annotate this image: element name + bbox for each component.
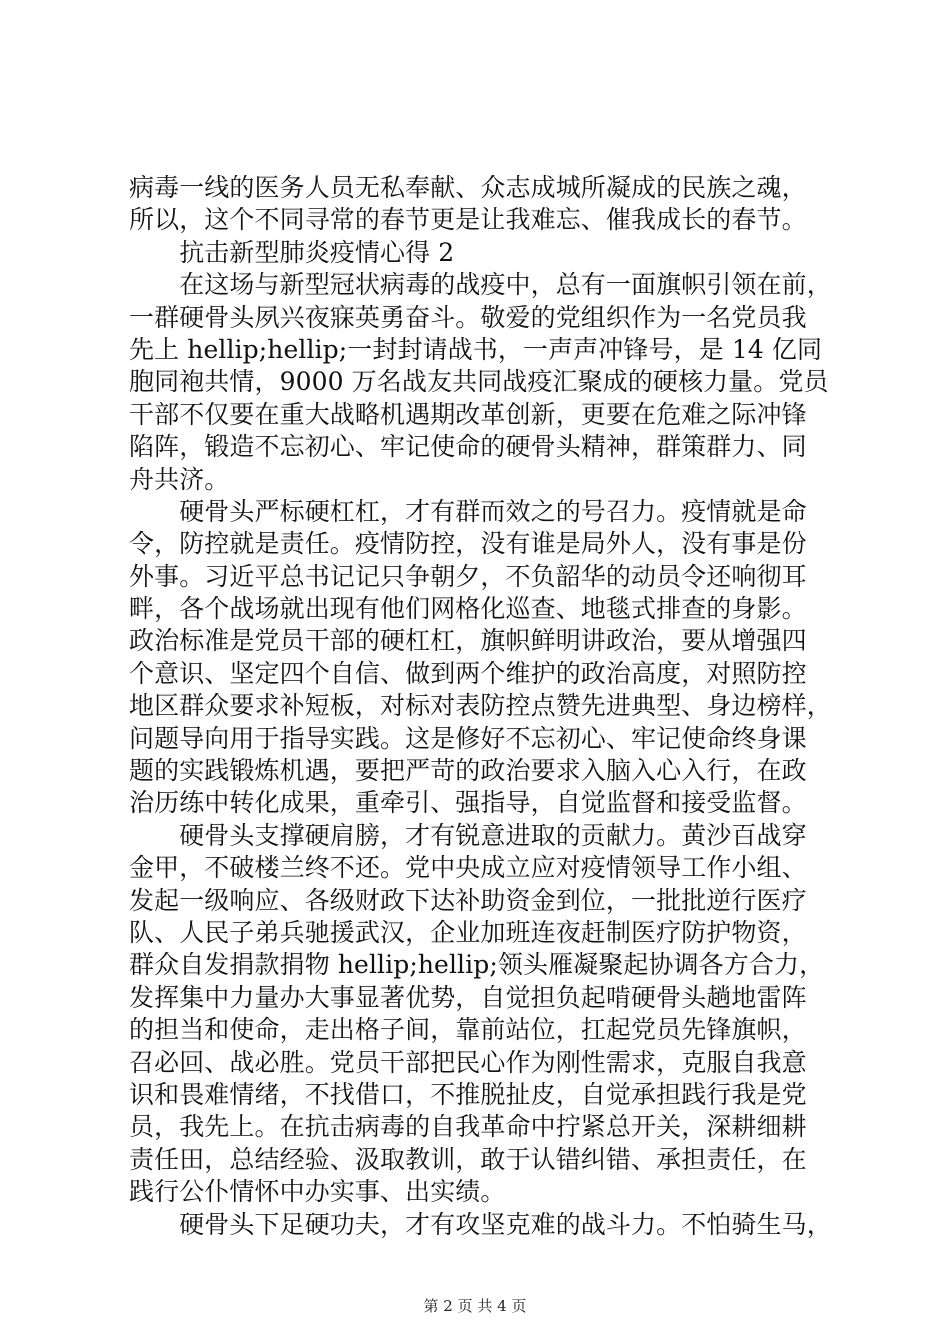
text-line: 发挥集中力量办大事显著优势，自觉担负起啃硬骨头趟地雷阵 [129, 982, 807, 1012]
text-line: 金甲，不破楼兰终不还。党中央成立应对疫情领导工作小组、 [129, 853, 807, 883]
text-line: 问题导向用于指导实践。这是修好不忘初心、牢记使命终身课 [129, 723, 807, 753]
text-line: 践行公仆情怀中办实事、出实绩。 [129, 1177, 506, 1207]
text-line: 队、人民子弟兵驰援武汉，企业加班连夜赶制医疗防护物资， [129, 917, 807, 947]
document-body [129, 172, 849, 1241]
text-line: 责任田，总结经验、汲取教训，敢于认错纠错、承担责任，在 [129, 1144, 807, 1174]
text-line: 硬骨头下足硬功夫，才有攻坚克难的战斗力。不怕骑生马， [129, 1209, 832, 1239]
text-line: 发起一级响应、各级财政下达补助资金到位，一批批逆行医疗 [129, 885, 807, 915]
text-line: 召必回、战必胜。党员干部把民心作为刚性需求，克服自我意 [129, 1047, 807, 1077]
text-line: 员，我先上。在抗击病毒的自我革命中拧紧总开关，深耕细耕 [129, 1112, 807, 1142]
text-line: 识和畏难情绪，不找借口，不推脱扯皮，自觉承担践行我是党 [129, 1079, 807, 1109]
text-line: 硬骨头严标硬杠杠，才有群而效之的号召力。疫情就是命 [129, 496, 807, 526]
text-line: 病毒一线的医务人员无私奉献、众志成城所凝成的民族之魂， [129, 173, 807, 202]
text-line: 个意识、坚定四个自信、做到两个维护的政治高度，对照防控 [129, 658, 807, 688]
text-line: 抗击新型肺炎疫情心得 2 [129, 237, 455, 267]
text-line: 治历练中转化成果，重牵引、强指导，自觉监督和接受监督。 [129, 788, 807, 818]
text-line: 政治标准是党员干部的硬杠杠，旗帜鲜明讲政治，要从增强四 [129, 626, 807, 656]
text-line: 外事。习近平总书记记只争朝夕，不负韶华的动员令还响彻耳 [129, 561, 807, 591]
text-line: 所以，这个不同寻常的春节更是让我难忘、催我成长的春节。 [129, 205, 807, 235]
text-line: 舟共济。 [129, 464, 230, 494]
text-line: 令，防控就是责任。疫情防控，没有谁是局外人，没有事是份 [129, 529, 807, 559]
text-line: 在这场与新型冠状病毒的战疫中，总有一面旗帜引领在前， [129, 270, 832, 300]
text-line: 陷阵，锻造不忘初心、牢记使命的硬骨头精神，群策群力、同 [129, 432, 807, 462]
page-footer: 第 2 页 共 4 页 [423, 1297, 527, 1315]
text-line: 畔，各个战场就出现有他们网格化巡查、地毯式排查的身影。 [129, 594, 807, 624]
text-line: 的担当和使命，走出格子间，靠前站位，扛起党员先锋旗帜， [129, 1015, 807, 1045]
text-line: 地区群众要求补短板，对标对表防控点赞先进典型、身边榜样， [129, 691, 832, 721]
text-line: 群众自发捐款捐物 hellip;hellip;领头雁凝聚起协调各方合力， [129, 950, 825, 980]
text-line: 先上 hellip;hellip;一封封请战书，一声声冲锋号，是 14 亿同 [129, 334, 823, 364]
text-line: 干部不仅要在重大战略机遇期改革创新，更要在危难之际冲锋 [129, 399, 807, 429]
text-line: 一群硬骨头夙兴夜寐英勇奋斗。敬爱的党组织作为一名党员我 [129, 302, 807, 332]
text-line: 硬骨头支撑硬肩膀，才有锐意进取的贡献力。黄沙百战穿 [129, 820, 807, 850]
text-line: 胞同袍共情，9000 万名战友共同战疫汇聚成的硬核力量。党员 [129, 367, 829, 397]
text-line: 题的实践锻炼机遇，要把严苛的政治要求入脑入心入行，在政 [129, 756, 807, 786]
